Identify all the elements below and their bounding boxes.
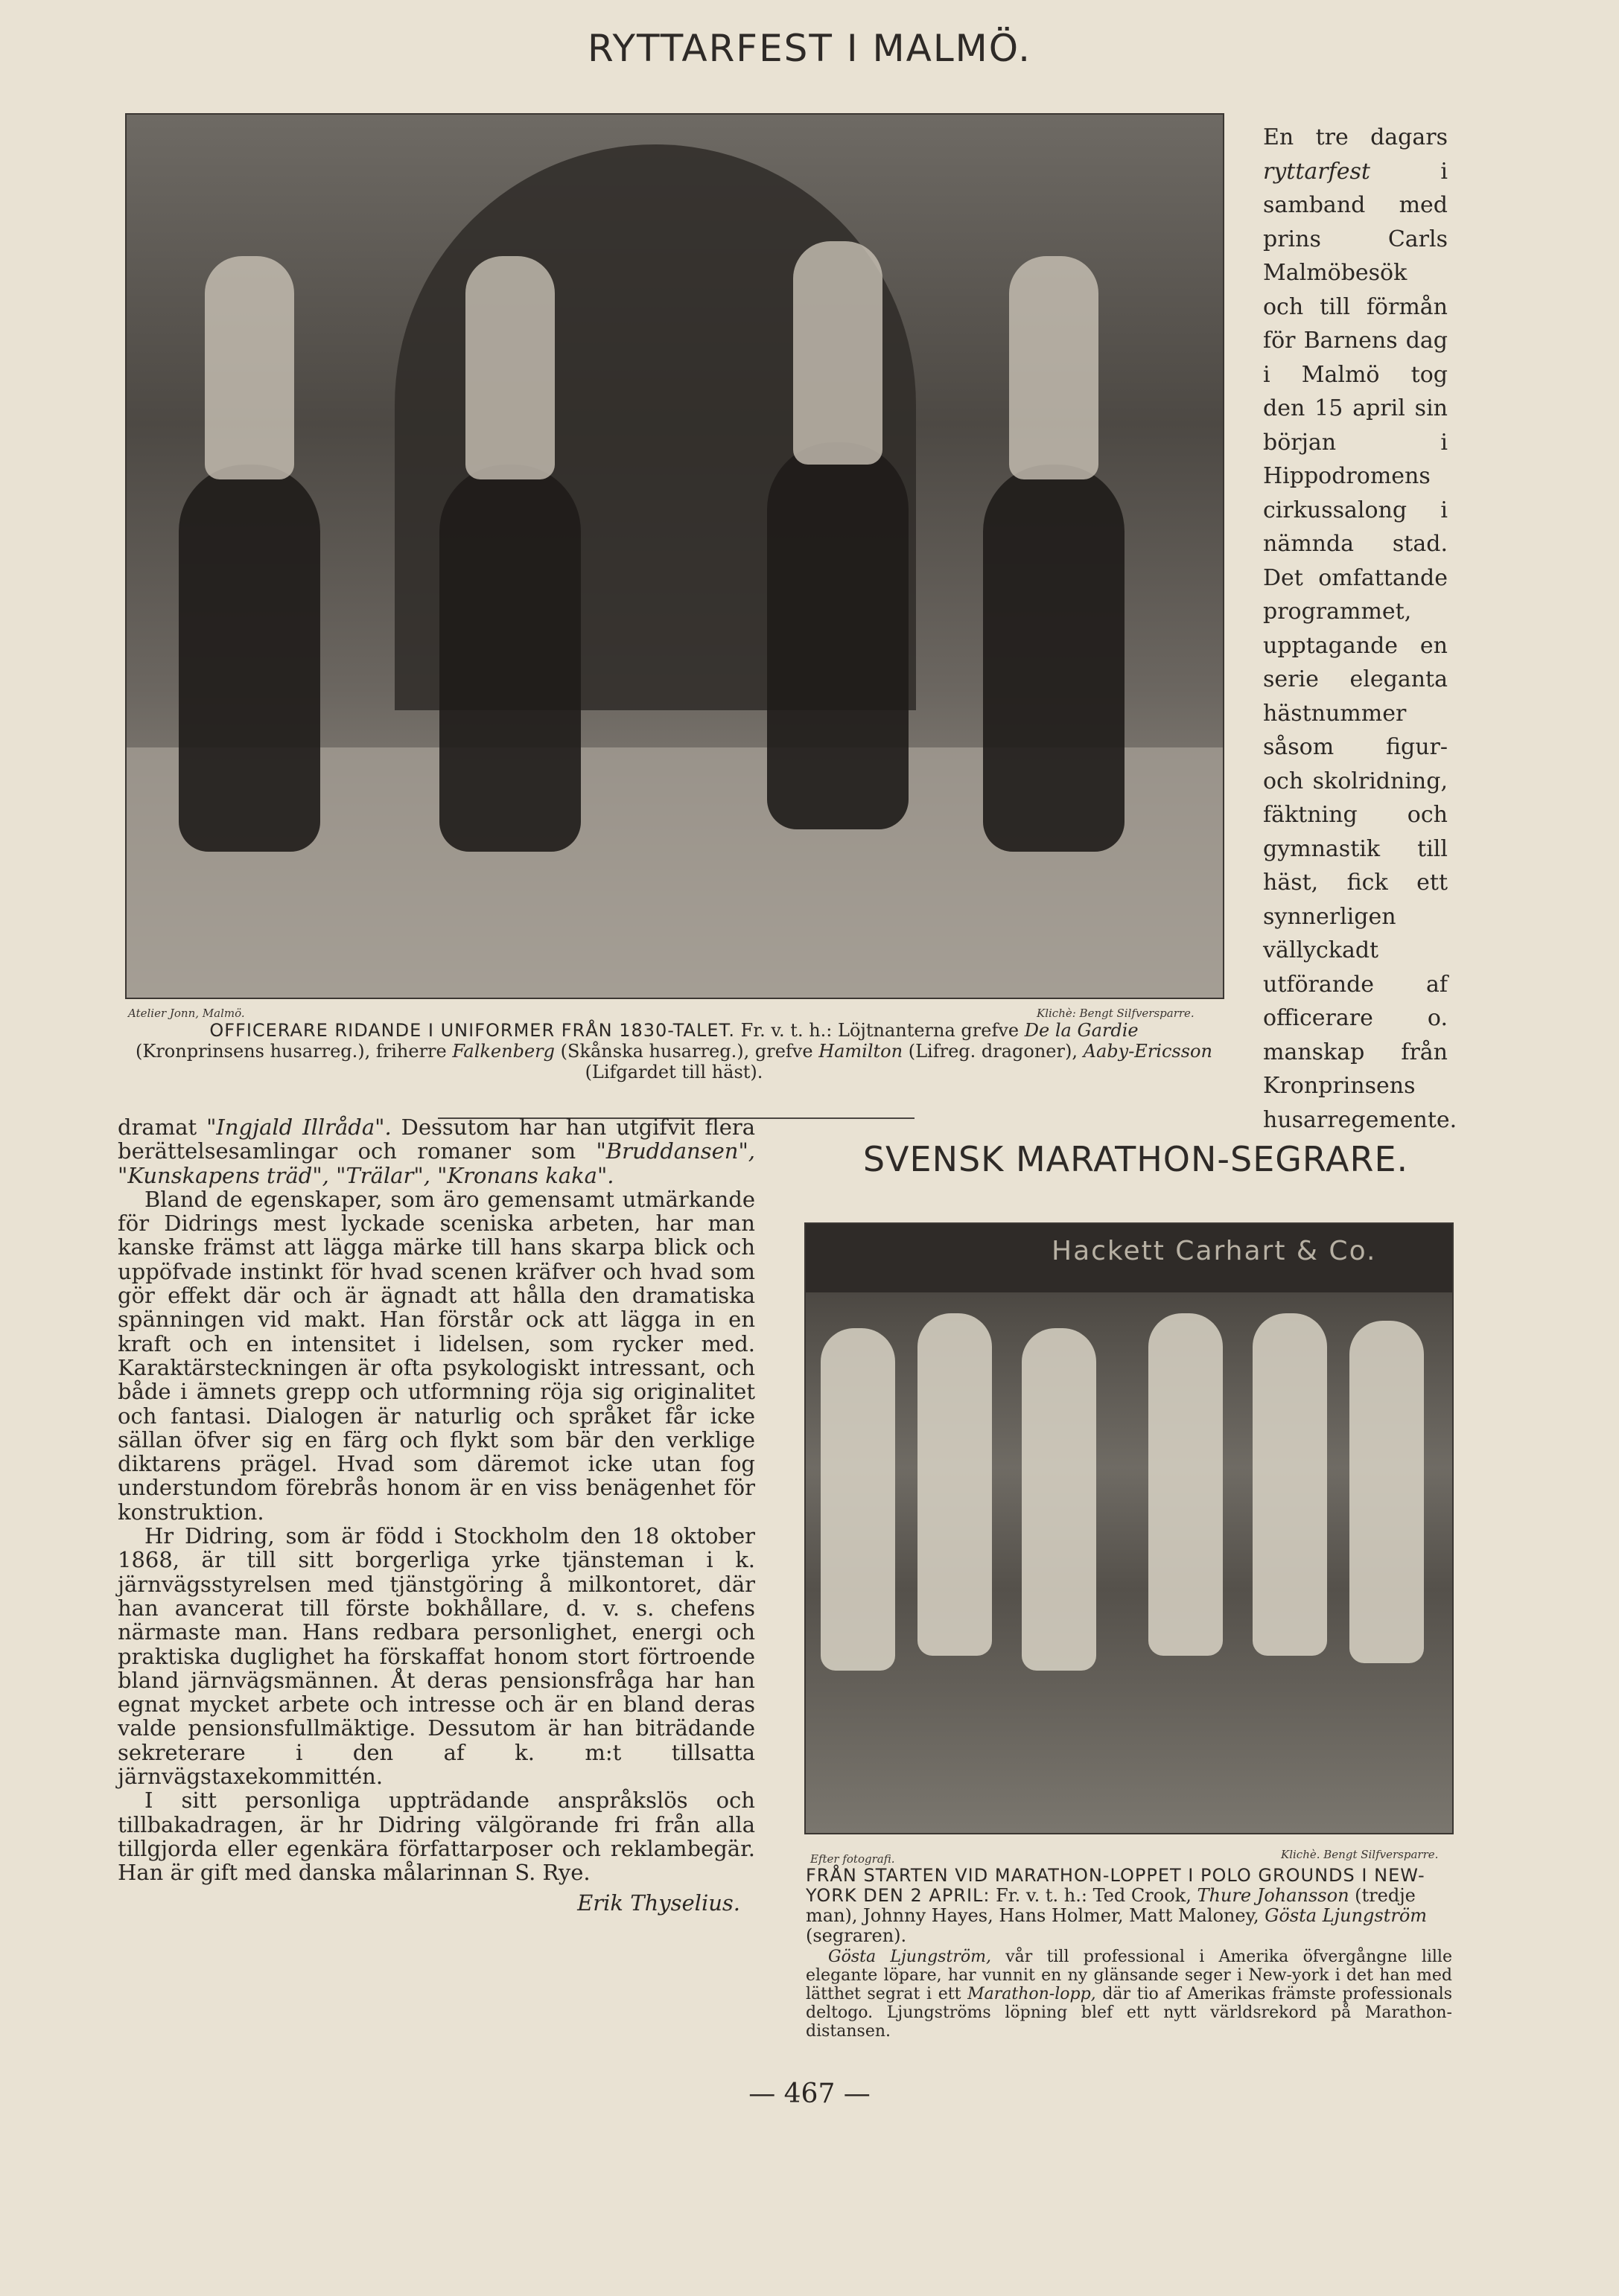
rider-figure xyxy=(1009,256,1098,479)
sidebar-text: En tre dagars ryttarfest i samband med prins Carls Malmöbesök och till förmån för Barnens dag i Malmö tog den 15 april sin början i Hippodromens cirkussalong i nämnda stad. Det omfattande programmet, upptagande en serie eleganta hästnummer såsom figur- och skolridning, fäktning och gymnastik till häst, fick ett synnerligen vällyckadt utförande af officerare o. manskap från Kronprinsens husarregemente. xyxy=(1263,124,1457,1133)
horse-figure xyxy=(439,465,581,852)
horse-figure xyxy=(767,442,909,829)
runner-figure xyxy=(917,1313,992,1656)
marathon-credit-right: Klichè. Bengt Silfversparre. xyxy=(1281,1848,1439,1861)
marathon-caption-body: Gösta Ljungström, vår till professional i Amerika öfvergångne lille elegante löpare, har vunnit en ny glänsande seger i New-york i det han med lätthet segrat i ett Marathon-lopp, där tio af Amerikas främste professionals deltogo. Ljungströms löpning blef ett nytt världsrekord på Marathon-distansen. xyxy=(806,1948,1452,2041)
runner-figure xyxy=(1253,1313,1327,1656)
rider-figure xyxy=(465,256,555,479)
runner-figure xyxy=(1022,1328,1096,1671)
runner-figure xyxy=(1349,1321,1424,1663)
marathon-heading: SVENSK MARATHON-SEGRARE. xyxy=(862,1139,1409,1179)
rider-figure xyxy=(793,241,882,465)
marathon-photo xyxy=(804,1222,1454,1834)
article-paragraph: I sitt personliga uppträdande anspråkslös och tillbakadragen, är hr Didring välgörande fri från alla tillgjorda eller egenkära författarposer och reklambegär. Han är gift med danska målarinnan S. Rye. xyxy=(118,1788,755,1886)
author-signature: Erik Thyselius. xyxy=(577,1890,740,1916)
marathon-caption: FRÅN STARTEN VID MARATHON-LOPPET I POLO GROUNDS I NEW-YORK DEN 2 APRIL: Fr. v. t. h.: Ted Crook, Thure Johansson (tredje man), Johnny Hayes, Hans Holmer, Matt Maloney, Gösta Ljungström (segraren). Gösta Ljungström, vår till professional i Amerika öfvergångne lille elegante löpare, har vunnit en ny glänsande seger i New-york i det han med lätthet segrat i ett Marathon-lopp, där tio af Amerikas främste professionals deltogo. Ljungströms löpning blef ett nytt världsrekord på Marathon-distansen. xyxy=(806,1865,1452,2041)
article-paragraph: Bland de egenskaper, som äro gemensamt utmärkande för Didrings mest lyckade sceniska arbeten, har man kanske främst att lägga märke till hans skarpa blick och uppöfvade instinkt för hvad scenen kräfver och hvad som gör effekt där och är ägnadt att hålla den dramatiska spänningen vid makt. Han förstår ock att lägga in en kraft och en intensitet i lidelsen, som rycker med. Karaktärsteckningen är ofta psykologiskt intressant, och både i ämnets grepp och utformning röja sig originalitet och fantasi. Dialogen är naturlig och språket får icke sällan öfver sig en färg och flykt som bär den verklige diktarens prägel. Hvad som däremot icke utan fog understundom förebrås honom är en viss benägenhet för konstruktion. xyxy=(118,1186,755,1525)
caption-heading: OFFICERARE RIDANDE I UNIFORMER FRÅN 1830-TALET. xyxy=(209,1020,735,1041)
photo-credit-right: Klichè: Bengt Silfversparre. xyxy=(1037,1007,1195,1020)
runner-figure xyxy=(821,1328,895,1671)
horse-figure xyxy=(179,465,320,852)
officers-caption: OFFICERARE RIDANDE I UNIFORMER FRÅN 1830-TALET. Fr. v. t. h.: Löjtnanterna grefve De la Gardie (Kronprinsens husarreg.), friherre Falkenberg (Skånska husarreg.), grefve Hamilton (Lifreg. dragoner), Aaby-Ericsson (Lifgardet till häst). xyxy=(136,1020,1212,1082)
photo-credit-left: Atelier Jonn, Malmö. xyxy=(128,1007,245,1020)
article-column xyxy=(118,1115,755,1915)
rider-figure xyxy=(205,256,294,479)
page-number: — 467 — xyxy=(748,2079,871,2109)
horse-figure xyxy=(983,465,1125,852)
article-paragraph: dramat "Ingjald Illråda". Dessutom har han utgifvit flera berättelsesamlingar och romaner som "Bruddansen", "Kunskapens träd", "Trälar", "Kronans kaka". xyxy=(118,1114,756,1188)
page-title: RYTTARFEST I MALMÖ. xyxy=(587,27,1032,70)
runner-figure xyxy=(1148,1313,1223,1656)
article-paragraph: Hr Didring, som är född i Stockholm den 18 oktober 1868, är till sitt borgerliga yrke tjänsteman i k. järnvägsstyrelsen med tjänstgöring å milkontoret, där han avancerat till förste bokhållare, d. v. s. chefens närmaste man. Hans redbara personlighet, energi och praktiska duglighet ha förskaffat honom stort förtroende bland järnvägsmännen. Åt deras pensionsfråga har han egnat mycket arbete och intresse och är en bland deras valde pensionsfullmäktige. Dessutom är han biträdande sekreterare i den af k. m:t tillsatta järnvägstaxekommittén. xyxy=(118,1523,755,1790)
officers-photo xyxy=(125,113,1224,999)
marathon-credit-left: Efter fotografi. xyxy=(810,1852,895,1866)
marathon-caption-heading: FRÅN STARTEN VID MARATHON-LOPPET I POLO GROUNDS I NEW-YORK DEN 2 APRIL: xyxy=(806,1865,1425,1906)
stadium-banner-text: Hackett Carhart & Co. xyxy=(1052,1236,1377,1266)
